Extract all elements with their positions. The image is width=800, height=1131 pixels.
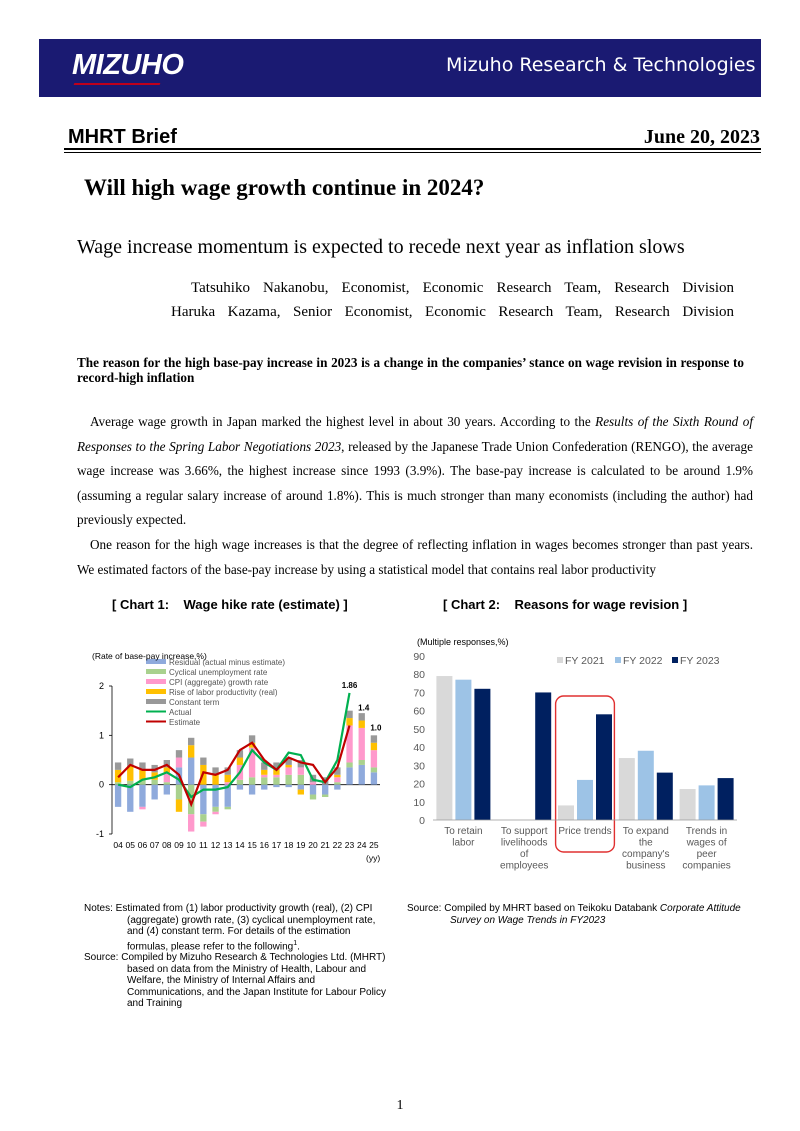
chart1-bar-segment bbox=[298, 785, 304, 790]
chart1-bar-segment bbox=[212, 785, 218, 807]
chart2-x-tick-label: livelihoods bbox=[500, 837, 548, 849]
chart1-bar-segment bbox=[371, 750, 377, 767]
chart1-bar-segment bbox=[310, 785, 316, 795]
chart1-bar-segment bbox=[310, 795, 316, 800]
chart1-y-tick-label: -1 bbox=[95, 829, 104, 839]
chart1-x-tick-label: 05 bbox=[125, 840, 136, 850]
chart1-data-label: 1.4 bbox=[358, 703, 370, 713]
chart1-bar-segment bbox=[237, 780, 243, 785]
chart1-x-tick-label: 16 bbox=[259, 840, 270, 850]
chart1-x-tick-label: 10 bbox=[186, 840, 196, 850]
author-line: Haruka Kazama, Senior Economist, Economic Research Team, Research Division bbox=[171, 304, 734, 320]
chart1-bar-segment bbox=[261, 785, 267, 790]
publication-date: June 20, 2023 bbox=[643, 126, 760, 148]
chart2-bar bbox=[680, 789, 696, 820]
chart2-x-tick-label: employees bbox=[500, 860, 549, 872]
chart1-bar-segment bbox=[127, 785, 133, 812]
chart1-bar-segment bbox=[249, 777, 255, 784]
chart1-legend-label: Residual (actual minus estimate) bbox=[169, 658, 286, 667]
chart2-x-tick-label: of bbox=[520, 849, 529, 860]
chart1-legend-label: Cyclical unemployment rate bbox=[169, 668, 268, 677]
chart2-x-tick-label: Price trends bbox=[558, 826, 612, 837]
chart1-data-label: 1.86 bbox=[341, 680, 358, 690]
chart1-legend-label: Constant term bbox=[169, 698, 220, 707]
chart1-bar-segment bbox=[359, 765, 365, 785]
chart1-bar-segment bbox=[176, 758, 182, 768]
body-paragraph bbox=[77, 410, 753, 533]
chart2-heading: [ Chart 2: Reasons for wage revision ] bbox=[443, 597, 688, 612]
chart1-x-tick-label: 09 bbox=[174, 840, 184, 850]
chart1-bar-segment bbox=[151, 780, 157, 785]
note-text: . bbox=[297, 940, 300, 952]
chart1-bar-segment bbox=[346, 762, 352, 767]
chart2-y-tick-label: 90 bbox=[413, 651, 425, 663]
chart2-y-tick-label: 30 bbox=[413, 760, 425, 773]
chart2-x-tick-label: To support bbox=[500, 826, 548, 837]
chart2-x-tick-label: company's bbox=[622, 849, 670, 860]
chart2-bar bbox=[535, 692, 551, 820]
report-title-reference: Results of the Sixth Round of Responses to the Spring Labor Negotiations 2023 bbox=[77, 414, 753, 454]
source-title: Corporate Attitude Survey on Wage Trends in FY2023 bbox=[450, 903, 741, 926]
chart2-x-tick-label: companies bbox=[682, 860, 731, 872]
chart2-legend-label: FY 2023 bbox=[680, 655, 720, 667]
chart1-wage-hike-rate bbox=[84, 640, 400, 872]
chart1-x-tick-label: 06 bbox=[137, 840, 148, 850]
chart1-bar-segment bbox=[139, 785, 145, 807]
chart1-bar-segment bbox=[273, 775, 279, 777]
chart1-x-tick-label: 18 bbox=[283, 840, 294, 850]
chart1-bar-segment bbox=[322, 795, 328, 797]
chart2-y-tick-label: 40 bbox=[413, 742, 425, 755]
chart2-bar bbox=[657, 773, 673, 820]
chart1-x-tick-label: 11 bbox=[198, 840, 208, 850]
chart1-x-tick-label: 21 bbox=[320, 840, 330, 850]
chart1-x-tick-label: 13 bbox=[222, 840, 233, 850]
chart1-bar-segment bbox=[371, 743, 377, 750]
chart1-bar-segment bbox=[164, 782, 170, 784]
source-text: Source: Compiled by MHRT based on Teikoku Databank bbox=[407, 903, 660, 914]
chart2-x-tick-label: labor bbox=[452, 837, 475, 849]
page-subtitle: Wage increase momentum is expected to recede next year as inflation slows bbox=[77, 236, 685, 258]
mizuho-logo: MIZUHO bbox=[72, 49, 184, 81]
chart1-bar-segment bbox=[371, 772, 377, 784]
chart1-bar-segment bbox=[359, 728, 365, 760]
chart1-bar-segment bbox=[212, 812, 218, 814]
chart1-legend-swatch bbox=[146, 679, 166, 684]
chart1-bar-segment bbox=[261, 777, 267, 784]
chart1-bar-segment bbox=[298, 767, 304, 774]
chart2-x-tick-label: Trends in bbox=[685, 826, 728, 837]
chart1-bar-segment bbox=[322, 785, 328, 795]
chart2-y-tick-label: 20 bbox=[413, 778, 425, 791]
chart1-bar-segment bbox=[176, 750, 182, 757]
chart1-bar-segment bbox=[285, 765, 291, 767]
chart1-bar-segment bbox=[164, 785, 170, 795]
chart1-x-tick-label: 19 bbox=[296, 840, 306, 850]
chart1-bar-segment bbox=[115, 762, 121, 769]
chart1-x-tick-label: 23 bbox=[344, 840, 355, 850]
chart1-bar-segment bbox=[261, 775, 267, 777]
chart1-source: Source: Compiled by Mizuho Research & Technologies Ltd. (MHRT) based on data from the Ministry of Health, Labour and Welfare, the Ministry of Internal Affairs and Communications, and the Japan Institute for Labour Policy and Training bbox=[84, 952, 387, 1010]
paragraph-text: , released by the Japanese Trade Union Confederation (RENGO), the average wage increase was 3.66%, the highest increase since 1993 (3.9%). The base-pay increase is calculated to be around 1.9% (assuming a regular salary increase of around 1.8%). This is much stronger than many economists (including the author) had previously expected. bbox=[77, 438, 753, 527]
chart1-bar-segment bbox=[225, 775, 231, 782]
chart1-bar-segment bbox=[139, 807, 145, 809]
chart2-legend-swatch bbox=[615, 657, 621, 663]
chart1-bar-segment bbox=[359, 721, 365, 728]
chart2-bar bbox=[638, 751, 654, 820]
chart1-bar-segment bbox=[249, 785, 255, 795]
chart2-y-tick-label: 80 bbox=[413, 669, 425, 682]
chart1-y-tick-label: 2 bbox=[98, 681, 104, 691]
chart1-legend-label: Actual bbox=[169, 708, 192, 717]
chart1-y-axis-label: (Rate of base-pay increase,%) bbox=[92, 651, 207, 661]
chart1-bar-segment bbox=[188, 738, 194, 745]
header-rule bbox=[64, 148, 761, 150]
page-number: 1 bbox=[396, 1098, 404, 1113]
chart1-bar-segment bbox=[151, 785, 157, 800]
chart2-y-tick-label: 60 bbox=[413, 705, 425, 718]
chart1-bar-segment bbox=[225, 807, 231, 809]
chart1-x-tick-label: 08 bbox=[162, 840, 172, 850]
chart2-y-tick-label: 50 bbox=[413, 723, 425, 736]
chart1-legend-label: Rise of labor productivity (real) bbox=[169, 688, 278, 697]
chart1-bar-segment bbox=[188, 814, 194, 831]
chart2-bar bbox=[455, 680, 471, 820]
chart1-bar-segment bbox=[127, 781, 133, 785]
chart1-bar-segment bbox=[334, 782, 340, 784]
chart2-legend-swatch bbox=[557, 657, 563, 663]
chart1-bar-segment bbox=[273, 777, 279, 784]
brief-label: MHRT Brief bbox=[68, 126, 177, 148]
chart1-x-tick-label: 17 bbox=[271, 840, 282, 850]
chart1-bar-segment bbox=[346, 767, 352, 784]
chart1-data-label: 1.0 bbox=[370, 723, 382, 733]
chart2-x-tick-label: wages of bbox=[686, 837, 727, 849]
chart1-legend-swatch bbox=[146, 669, 166, 674]
chart2-legend-label: FY 2022 bbox=[623, 655, 663, 667]
chart1-x-tick-label: 20 bbox=[308, 840, 318, 850]
chart1-y-tick-label: 1 bbox=[98, 730, 104, 741]
chart1-bar-segment bbox=[176, 785, 182, 800]
chart2-bar bbox=[474, 689, 490, 820]
chart1-bar-segment bbox=[212, 775, 218, 785]
chart1-heading: [ Chart 1: Wage hike rate (estimate) ] bbox=[112, 597, 348, 612]
chart1-legend-swatch bbox=[146, 699, 166, 704]
chart1-bar-segment bbox=[212, 807, 218, 812]
chart1-bar-segment bbox=[188, 758, 194, 785]
chart2-x-tick-label: To expand bbox=[622, 826, 669, 837]
chart1-x-tick-label: 25 bbox=[369, 840, 379, 850]
chart2-y-axis-label: (Multiple responses,%) bbox=[417, 637, 509, 647]
header-rule-thin bbox=[64, 152, 761, 153]
chart1-legend-label: CPI (aggregate) growth rate bbox=[169, 678, 269, 687]
chart1-legend-label: Estimate bbox=[169, 718, 201, 727]
note-text: Notes: Estimated from (1) labor productivity growth (real), (2) CPI (aggregate) growth rate, (3) cyclical unemployment rate, and (4) constant term. For details of the estimation formulas, please refer to the following bbox=[84, 903, 376, 952]
chart1-bar-segment bbox=[176, 799, 182, 811]
chart1-note bbox=[84, 903, 394, 952]
footnote-marker: 1 bbox=[293, 939, 298, 947]
chart1-bar-segment bbox=[298, 790, 304, 795]
chart1-bar-segment bbox=[359, 760, 365, 765]
lead-heading: The reason for the high base-pay increase in 2023 is a change in the companies’ stance on wage revision in response to record-high inflation bbox=[77, 355, 744, 385]
chart2-bar bbox=[619, 758, 635, 820]
chart2-y-tick-label: 70 bbox=[413, 687, 425, 700]
chart2-x-tick-label: peer bbox=[696, 849, 717, 860]
chart1-bar-segment bbox=[334, 775, 340, 777]
chart2-bar bbox=[436, 676, 452, 820]
chart1-bar-segment bbox=[115, 785, 121, 807]
chart1-bar-segment bbox=[237, 785, 243, 790]
chart1-x-tick-label: 07 bbox=[149, 840, 160, 850]
chart1-x-tick-label: 22 bbox=[332, 840, 343, 850]
chart2-legend-label: FY 2021 bbox=[565, 655, 605, 667]
page-title: Will high wage growth continue in 2024? bbox=[84, 175, 485, 200]
chart1-bar-segment bbox=[200, 814, 206, 821]
chart1-bar-segment bbox=[200, 758, 206, 765]
chart1-notes bbox=[84, 903, 394, 1010]
chart1-bar-segment bbox=[310, 782, 316, 784]
chart2-bar bbox=[558, 805, 574, 820]
chart2-bar bbox=[718, 778, 734, 820]
chart2-bar bbox=[596, 714, 612, 820]
chart1-bar-segment bbox=[298, 775, 304, 785]
chart1-bar-segment bbox=[285, 767, 291, 774]
logo-accent-stripe bbox=[74, 83, 161, 85]
chart2-bar bbox=[699, 785, 715, 820]
body-paragraph: One reason for the high wage increases is that the degree of reflecting inflation in wages becomes stronger than past years. We estimated factors of the base-pay increase by using a statistical model that contains real labor productivity bbox=[77, 537, 753, 577]
chart1-x-tick-label: 24 bbox=[356, 840, 367, 850]
chart1-x-tick-label: 14 bbox=[235, 840, 245, 850]
chart2-source bbox=[407, 903, 747, 926]
chart1-bar-segment bbox=[188, 745, 194, 757]
chart1-bar-segment bbox=[334, 777, 340, 782]
chart2-y-tick-label: 10 bbox=[413, 796, 425, 809]
chart2-y-tick-label: 0 bbox=[419, 815, 425, 827]
chart1-y-tick-label: 0 bbox=[98, 779, 104, 790]
chart2-bar bbox=[577, 780, 593, 820]
chart1-bar-segment bbox=[273, 785, 279, 787]
chart1-bar-segment bbox=[359, 713, 365, 720]
chart1-bar-segment bbox=[371, 735, 377, 742]
chart1-bar-segment bbox=[237, 758, 243, 765]
chart2-legend-swatch bbox=[672, 657, 678, 663]
chart1-bar-segment bbox=[285, 785, 291, 787]
author-line: Tatsuhiko Nakanobu, Economist, Economic Research Team, Research Division bbox=[191, 280, 734, 296]
chart1-bar-segment bbox=[200, 822, 206, 827]
chart1-bar-segment bbox=[371, 767, 377, 772]
chart1-bar-segment bbox=[334, 785, 340, 790]
chart1-bar-segment bbox=[346, 711, 352, 718]
chart1-bar-segment bbox=[261, 770, 267, 775]
chart2-x-tick-label: business bbox=[626, 860, 666, 872]
chart2-x-tick-label: To retain bbox=[444, 826, 483, 837]
company-name: Mizuho Research & Technologies bbox=[446, 54, 756, 76]
chart1-x-tick-label: 12 bbox=[210, 840, 221, 850]
chart1-x-tick-label: 15 bbox=[247, 840, 257, 850]
chart1-x-tick-label: 04 bbox=[113, 840, 123, 850]
chart2-reasons-for-wage-revision bbox=[407, 632, 747, 882]
chart1-x-axis-label: (yy) bbox=[366, 853, 381, 863]
paragraph-text: Average wage growth in Japan marked the highest level in about 30 years. According to the bbox=[90, 414, 596, 429]
chart2-x-tick-label: the bbox=[638, 837, 653, 849]
chart1-bar-segment bbox=[346, 718, 352, 725]
chart1-bar-segment bbox=[285, 775, 291, 785]
chart1-legend-swatch bbox=[146, 689, 166, 694]
